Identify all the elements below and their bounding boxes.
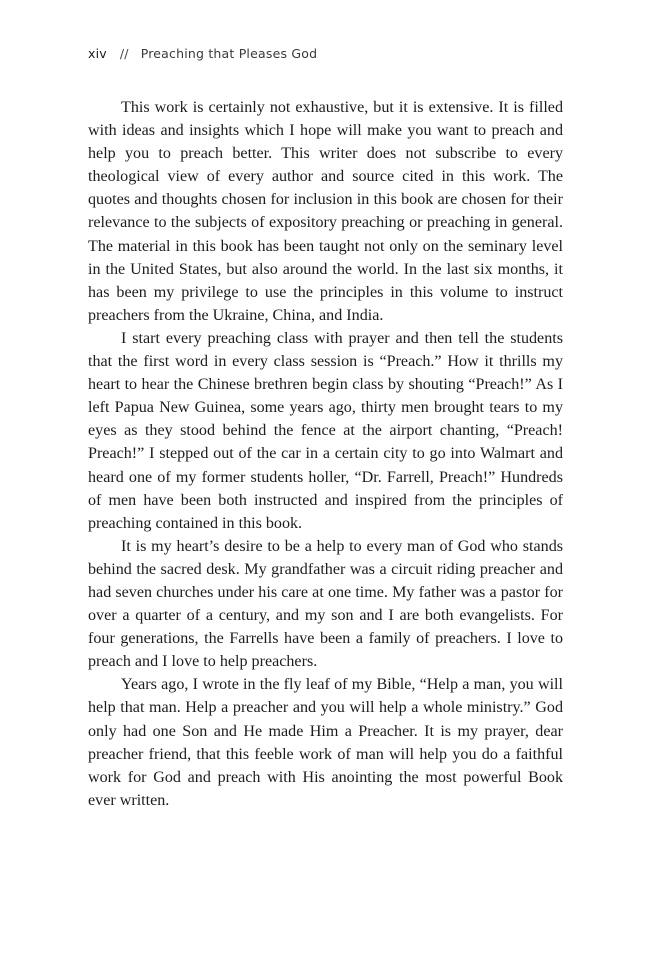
body-text	[88, 96, 563, 812]
paragraph: This work is certainly not exhaustive, but it is extensive. It is filled with ideas and insights which I hope will make you want to preach and help you to preach better. This writer does not subscribe to every theological view of every author and source cited in this work. The quotes and thoughts chosen for inclusion in this book are chosen for their relevance to the subjects of expository preaching or preaching in general. The material in this book has been taught not only on the seminary level in the United States, but also around the world. In the last six months, it has been my privilege to use the principles in this volume to instruct preachers from the Ukraine, China, and India.	[88, 99, 563, 324]
book-title: Preaching that Pleases God	[140, 46, 318, 61]
paragraph: I start every preaching class with prayer and then tell the students that the first word in every class session is “Preach.” How it thrills my heart to hear the Chinese brethren begin class by shouting “Preach!” As I left Papua New Guinea, some years ago, thirty men brought tears to my eyes as they stood behind the fence at the airport chanting, “Preach! Preach!” I stepped out of the car in a certain city to go into Walmart and heard one of my former students holler, “Dr. Farrell, Preach!” Hundreds of men have been both instructed and inspired from the principles of preaching contained in this book.	[88, 329, 563, 532]
running-head	[88, 46, 317, 61]
paragraph: It is my heart’s desire to be a help to every man of God who stands behind the sacred desk. My grandfather was a circuit riding preacher and had seven churches under his care at one time. My father was a pastor for over a quarter of a century, and my son and I are both evangelists. For four generations, the Farrells have been a family of preachers. I love to preach and I love to help preachers.	[88, 537, 563, 671]
page-number: xiv	[88, 46, 107, 61]
paragraph: Years ago, I wrote in the fly leaf of my Bible, “Help a man, you will help that man. Help a preacher and you will help a whole ministry.” God only had one Son and He made Him a Preacher. It is my prayer, dear preacher friend, that this feeble work of man will help you do a faithful work for God and preach with His anointing the most powerful Book ever written.	[88, 676, 563, 809]
header-separator: //	[119, 46, 129, 61]
